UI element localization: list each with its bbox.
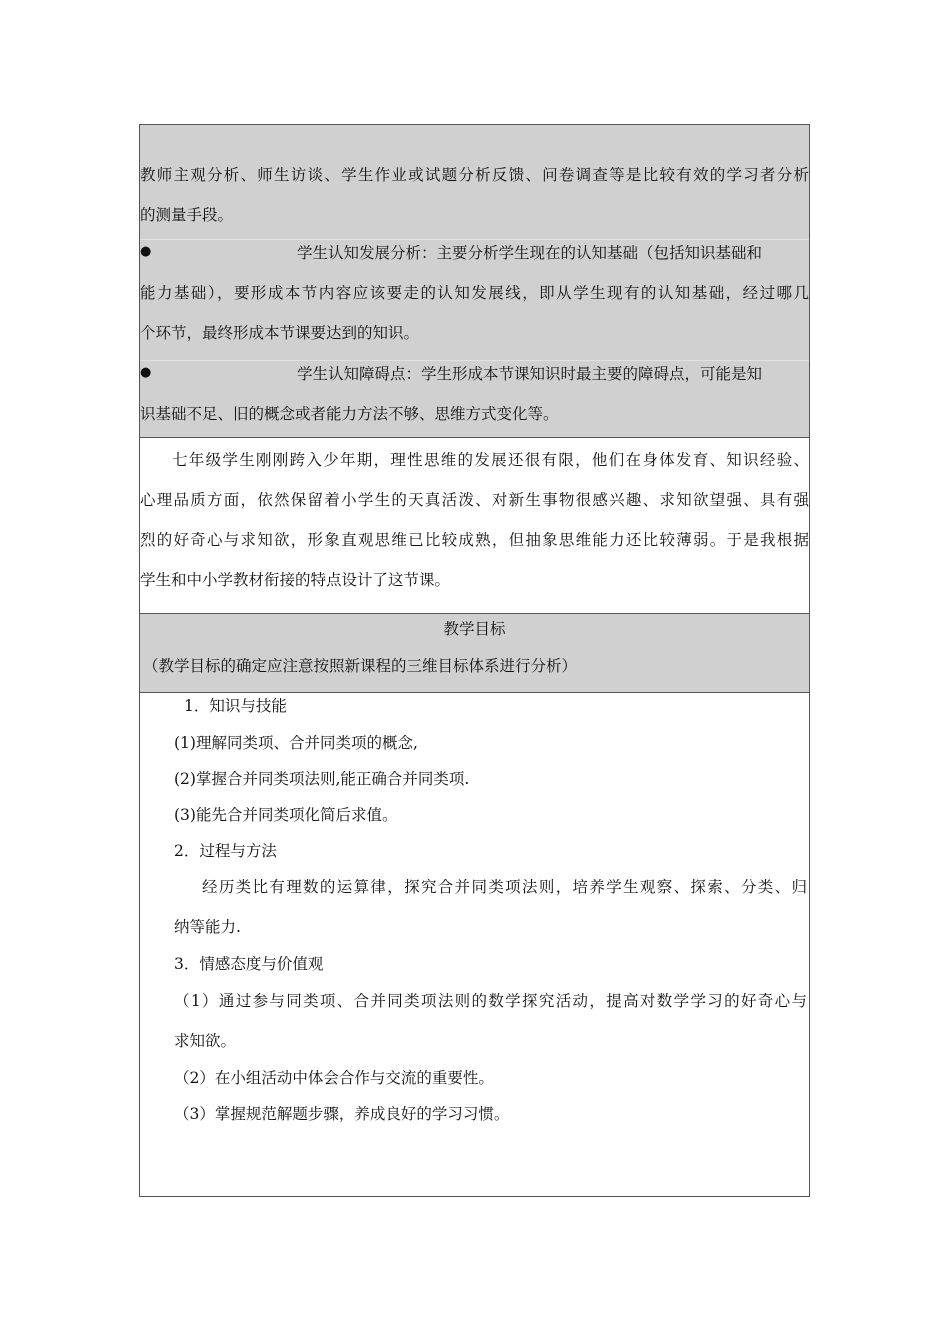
student-text-line: 烈的好奇心与求知欲，形象直观思维已比较成熟，但抽象思维能力还比较薄弱。于是我根据 <box>140 531 809 549</box>
analysis-bullet-text: 个环节，最终形成本节课要达到的知识。 <box>140 324 420 342</box>
objectives-subtitle: （教学目标的确定应注意按照新课程的三维目标体系进行分析） <box>143 657 578 675</box>
objective-item: (2)掌握合并同类项法则,能正确合并同类项. <box>174 770 470 788</box>
objective-section-heading: 2．过程与方法 <box>174 842 277 860</box>
student-text-line: 心理品质方面，依然保留着小学生的天真活泼、对新生事物很感兴趣、求知欲望强、具有强 <box>140 491 809 509</box>
objective-section-heading: 3．情感态度与价值观 <box>174 955 324 973</box>
analysis-bullet-text: 能力基础），要形成本节内容应该要走的认知发展线，即从学生现有的认知基础，经过哪几 <box>140 284 809 302</box>
objective-item: 求知欲。 <box>174 1032 237 1050</box>
bullet-icon: ● <box>140 244 152 259</box>
analysis-text-line: 的测量手段。 <box>140 206 234 224</box>
objectives-header-cell <box>140 614 809 693</box>
analysis-text-line: 教师主观分析、师生访谈、学生作业或试题分析反馈、问卷调查等是比较有效的学习者分析 <box>140 166 809 184</box>
analysis-bullet-text: 识基础不足、旧的概念或者能力方法不够、思维方式变化等。 <box>140 405 559 423</box>
objectives-content-cell <box>140 693 809 1196</box>
lesson-plan-table <box>139 124 810 1197</box>
objective-item: （2）在小组活动中体会合作与交流的重要性。 <box>174 1069 494 1087</box>
analysis-bullet-text: 学生认知障碍点：学生形成本节课知识时最主要的障碍点，可能是知 <box>297 365 763 383</box>
paragraph-separator <box>140 360 809 361</box>
objective-paragraph: 纳等能力. <box>174 918 241 936</box>
student-text-line: 学生和中小学教材衔接的特点设计了这节课。 <box>140 571 451 589</box>
learner-analysis-cell <box>140 125 809 438</box>
objective-item: （1）通过参与同类项、合并同类项法则的数学探究活动，提高对数学学习的好奇心与 <box>174 992 807 1010</box>
student-characteristics-cell <box>140 438 809 614</box>
bullet-icon: ● <box>140 365 152 380</box>
objectives-title: 教学目标 <box>443 620 506 638</box>
objective-section-heading: 1．知识与技能 <box>184 697 287 715</box>
objective-item: (3)能先合并同类项化简后求值。 <box>174 806 398 824</box>
objective-item: (1)理解同类项、合并同类项的概念, <box>174 734 418 752</box>
objective-item: （3）掌握规范解题步骤，养成良好的学习习惯。 <box>174 1105 510 1123</box>
paragraph-separator <box>140 239 809 240</box>
student-text-line: 七年级学生刚刚跨入少年期，理性思维的发展还很有限，他们在身体发育、知识经验、 <box>172 451 809 469</box>
objective-paragraph: 经历类比有理数的运算律，探究合并同类项法则，培养学生观察、探索、分类、归 <box>202 878 807 896</box>
analysis-bullet-text: 学生认知发展分析：主要分析学生现在的认知基础（包括知识基础和 <box>297 244 763 262</box>
